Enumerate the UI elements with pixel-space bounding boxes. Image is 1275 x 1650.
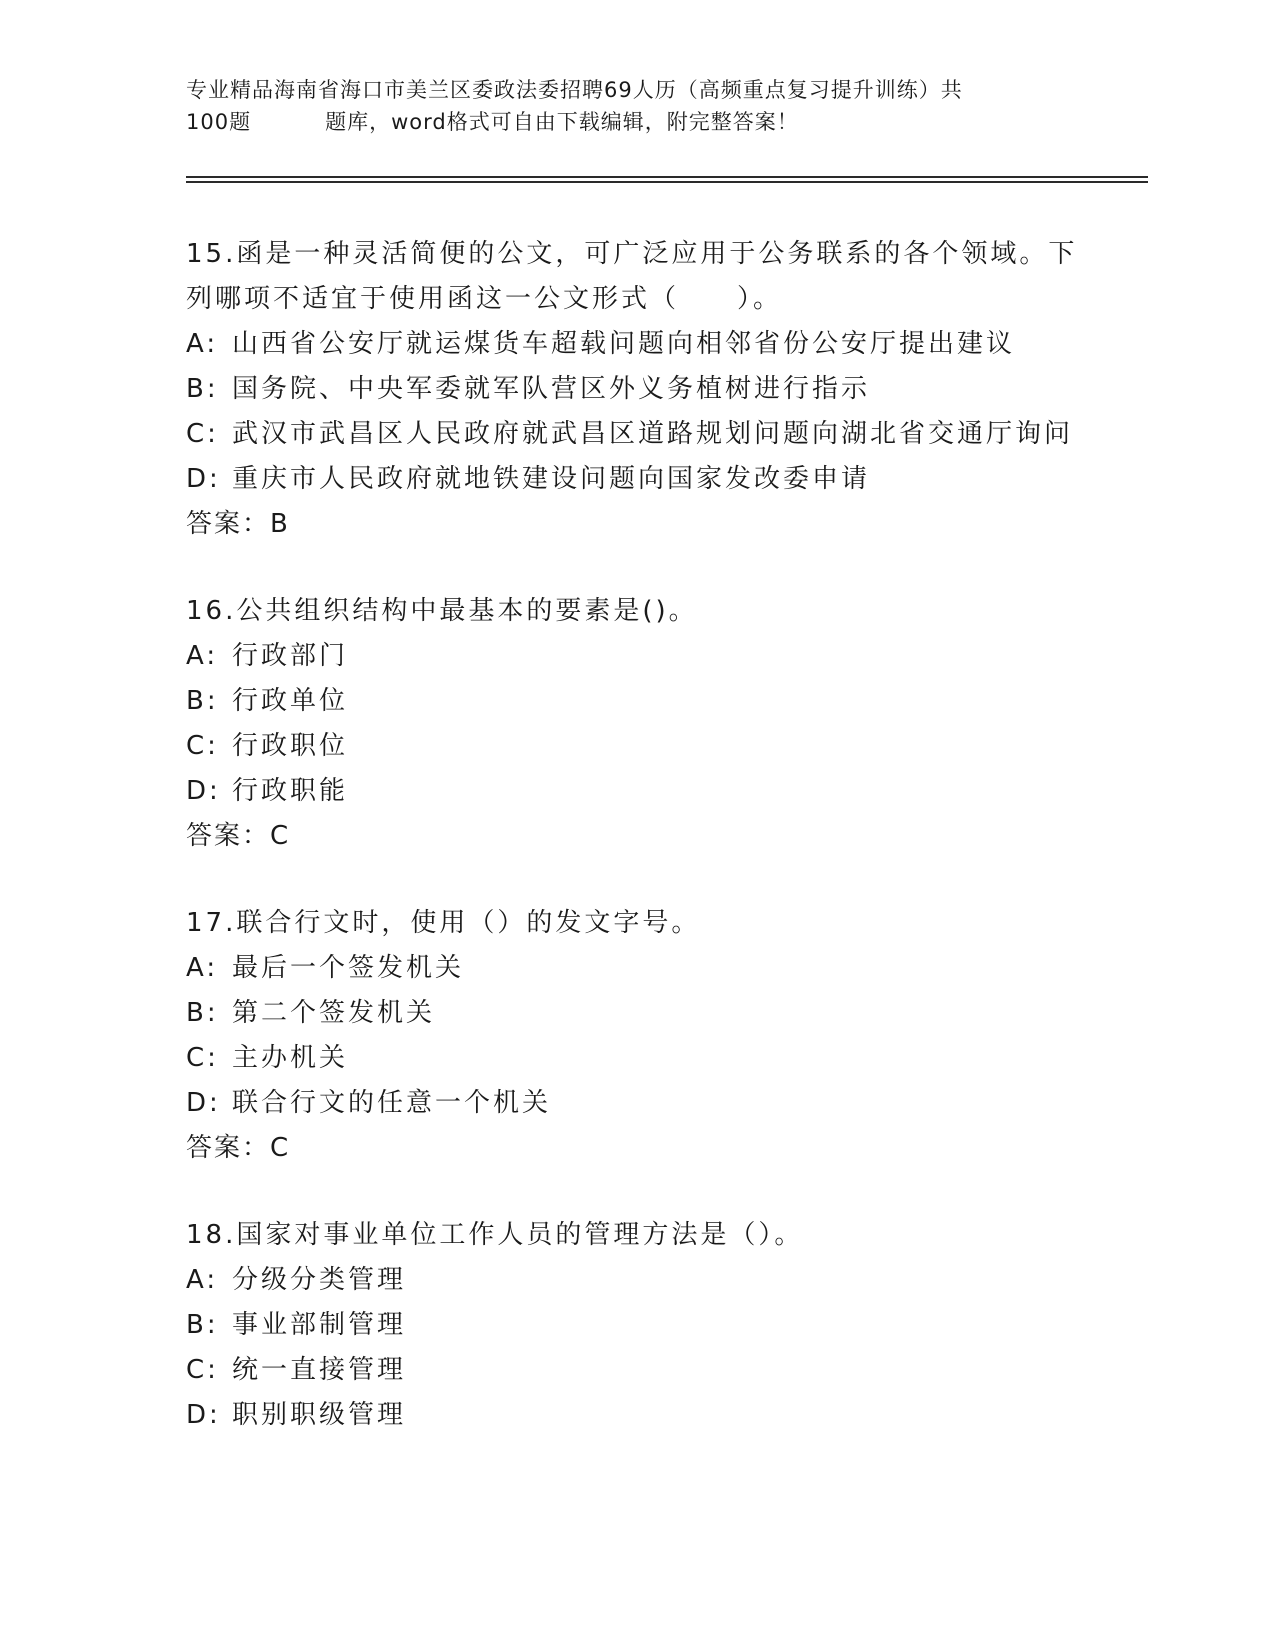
option-key: D: <box>186 1400 221 1430</box>
question-stem: 17.联合行文时，使用（）的发文字号。 <box>186 908 701 938</box>
document-header <box>186 74 1066 138</box>
option-b <box>186 991 1086 1036</box>
option-text: 统一直接管理 <box>232 1355 407 1385</box>
option-a <box>186 946 1086 991</box>
option-d <box>186 769 1086 814</box>
option-a <box>186 322 1086 367</box>
option-d <box>186 457 1086 502</box>
option-key: A: <box>186 953 219 983</box>
question-stem-continued: 列哪项不适宜于使用函这一公文形式（ ）。 <box>186 284 783 314</box>
option-key: B: <box>186 998 219 1028</box>
option-key: A: <box>186 641 219 671</box>
question-stem: 18.国家对事业单位工作人员的管理方法是（）。 <box>186 1220 804 1250</box>
question-stem: 16.公共组织结构中最基本的要素是()。 <box>186 596 698 626</box>
question-stem: 15.函是一种灵活简便的公文，可广泛应用于公务联系的各个领域。下 <box>186 239 1078 269</box>
option-text: 行政职能 <box>232 776 349 806</box>
option-text: 行政职位 <box>232 731 349 761</box>
option-c <box>186 1036 1086 1081</box>
option-key: B: <box>186 1310 219 1340</box>
option-text: 分级分类管理 <box>232 1265 407 1295</box>
option-c <box>186 724 1086 769</box>
option-key: C: <box>186 1355 219 1385</box>
answer-label: 答案：C <box>186 1133 291 1163</box>
header-divider-top <box>186 176 1148 178</box>
option-text: 第二个签发机关 <box>232 998 436 1028</box>
option-b <box>186 367 1086 412</box>
option-text: 武汉市武昌区人民政府就武昌区道路规划问题向湖北省交通厅询问 <box>232 419 1074 449</box>
option-key: C: <box>186 419 219 449</box>
question-16 <box>186 589 1086 859</box>
option-text: 职别职级管理 <box>232 1400 407 1430</box>
option-c <box>186 1348 1086 1393</box>
option-text: 联合行文的任意一个机关 <box>232 1088 552 1118</box>
option-key: D: <box>186 776 221 806</box>
option-text: 山西省公安厅就运煤货车超载问题向相邻省份公安厅提出建议 <box>232 329 1016 359</box>
option-key: C: <box>186 1043 219 1073</box>
option-a <box>186 1258 1086 1303</box>
answer-label: 答案：B <box>186 509 290 539</box>
header-question-count: 100题 <box>186 110 252 134</box>
question-17 <box>186 901 1086 1171</box>
question-18 <box>186 1213 1086 1438</box>
option-d <box>186 1081 1086 1126</box>
header-title-line2 <box>186 106 1066 138</box>
option-d <box>186 1393 1086 1438</box>
option-key: B: <box>186 686 219 716</box>
option-text: 最后一个签发机关 <box>232 953 465 983</box>
header-divider-bottom <box>186 181 1148 183</box>
option-a <box>186 634 1086 679</box>
question-15 <box>186 232 1086 547</box>
option-c <box>186 412 1086 457</box>
option-text: 事业部制管理 <box>232 1310 407 1340</box>
option-text: 重庆市人民政府就地铁建设问题向国家发改委申请 <box>232 464 871 494</box>
option-text: 国务院、中央军委就军队营区外义务植树进行指示 <box>232 374 871 404</box>
question-list <box>186 232 1086 1480</box>
header-description: 题库，word格式可自由下载编辑，附完整答案！ <box>325 110 799 134</box>
option-key: A: <box>186 1265 219 1295</box>
option-b <box>186 679 1086 724</box>
option-text: 行政部门 <box>232 641 349 671</box>
header-title-line1: 专业精品海南省海口市美兰区委政法委招聘69人历（高频重点复习提升训练）共 <box>186 78 963 102</box>
option-key: D: <box>186 1088 221 1118</box>
option-text: 行政单位 <box>232 686 349 716</box>
option-b <box>186 1303 1086 1348</box>
option-key: D: <box>186 464 221 494</box>
option-key: C: <box>186 731 219 761</box>
option-key: B: <box>186 374 219 404</box>
option-text: 主办机关 <box>232 1043 349 1073</box>
answer-label: 答案：C <box>186 821 291 851</box>
option-key: A: <box>186 329 219 359</box>
